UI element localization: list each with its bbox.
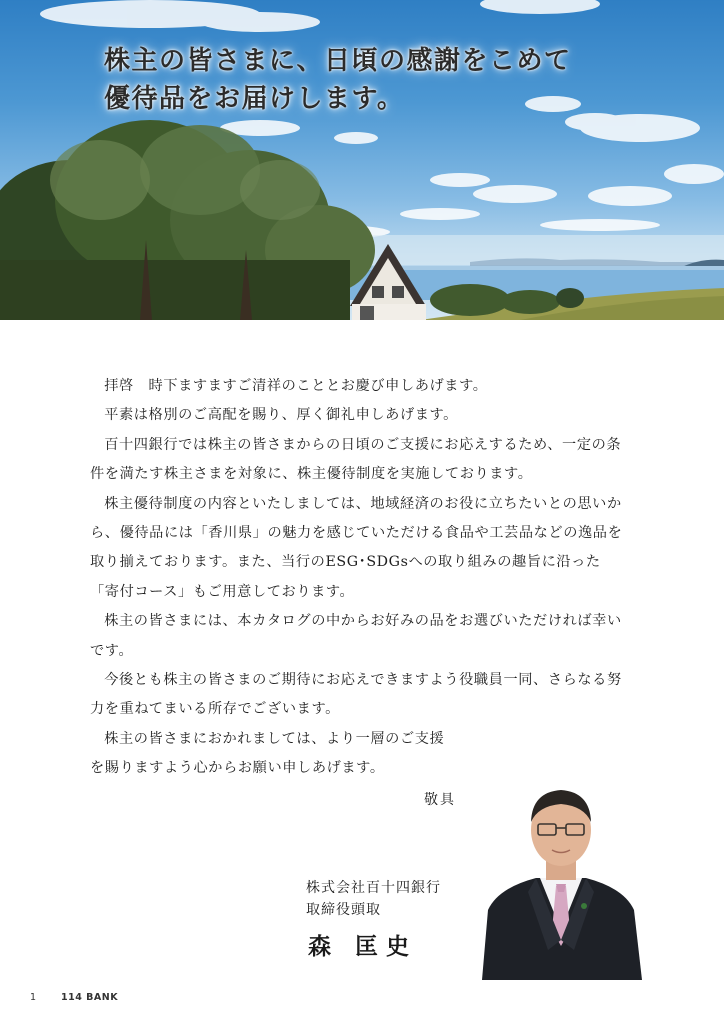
president-portrait bbox=[476, 780, 646, 980]
letter-last-line: を賜りますよう心からお願い申しあげます。 bbox=[90, 760, 385, 777]
signature-name: 森 匡史 bbox=[308, 933, 418, 960]
headline-line-2: 優待品をお届けします。 bbox=[104, 84, 405, 114]
letter-paragraph: 株主の皆さまにおかれましては、より一層のご支援 bbox=[104, 730, 445, 747]
closing-word: 敬具 bbox=[424, 792, 456, 808]
letter-paragraph: 今後とも株主の皆さまのご期待にお応えできますよう役職員一同、さらなる努力を重ねてまいる所存でございます。 bbox=[90, 672, 622, 718]
letter-paragraph: 百十四銀行では株主の皆さまからの日頃のご支援にお応えするため、一定の条件を満たす株主さまを対象に、株主優待制度を実施しております。 bbox=[90, 436, 622, 483]
letter-paragraph: 拝啓 時下ますますご清祥のこととお慶び申しあげます。 bbox=[104, 378, 488, 394]
bank-logo-text: 114 BANK bbox=[61, 992, 119, 1003]
headline-line-1: 株主の皆さまに、日頃の感謝をこめて bbox=[104, 46, 572, 76]
greeting-letter bbox=[90, 372, 630, 784]
headline bbox=[104, 42, 572, 118]
letter-paragraph: 株主の皆さまには、本カタログの中からお好みの品をお選びいただければ幸いです。 bbox=[90, 613, 622, 659]
hero-landscape-image bbox=[0, 0, 724, 320]
page-footer bbox=[30, 992, 118, 1003]
letter-paragraph: 株主優待制度の内容といたしましては、地域経済のお役に立ちたいとの思いから、優待品には「香川県」の魅力を感じていただける食品や工芸品などの逸品を取り揃えております。また、当行のESG･SDGsへの取り組みの趣旨に沿った「寄付コース」もご用意しております。 bbox=[90, 495, 623, 600]
signature-company: 株式会社百十四銀行 bbox=[306, 880, 441, 896]
signature-title: 取締役頭取 bbox=[306, 902, 381, 918]
letter-paragraph: 平素は格別のご高配を賜り、厚く御礼申しあげます。 bbox=[104, 407, 458, 424]
page-number: 1 bbox=[30, 992, 37, 1003]
olive-trees bbox=[0, 120, 584, 320]
